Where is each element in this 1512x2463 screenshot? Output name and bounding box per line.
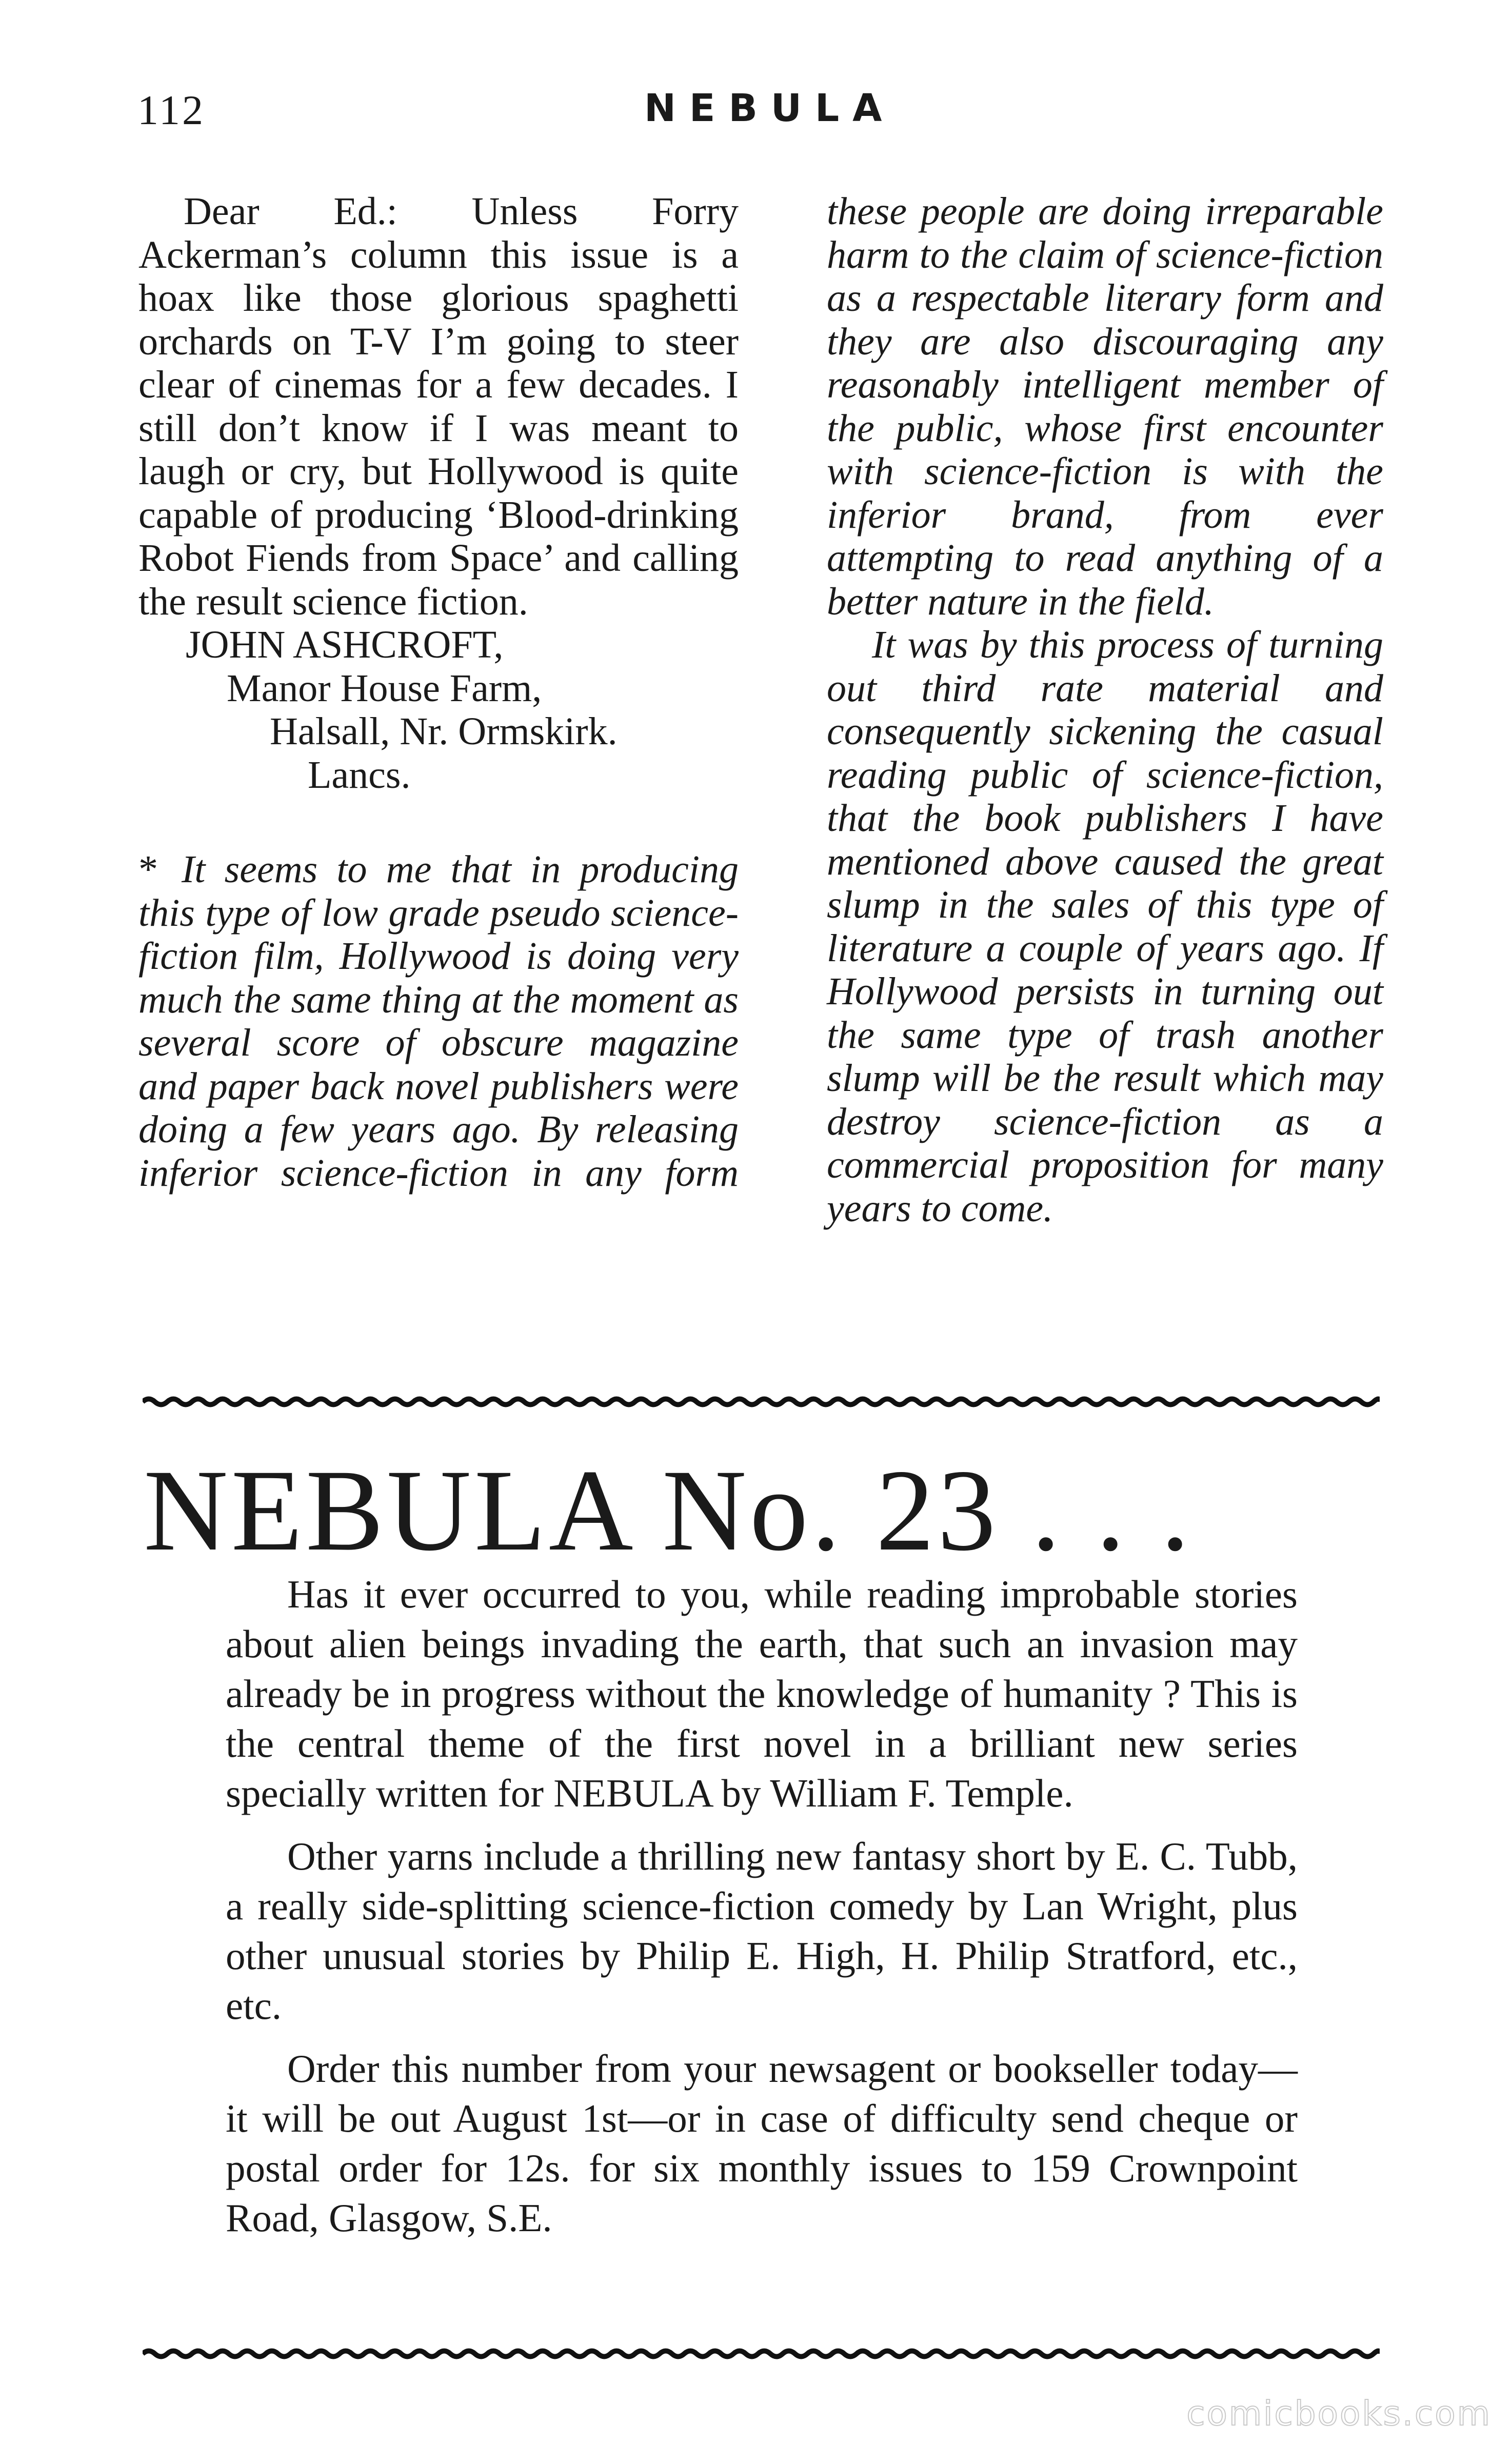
editor-reply-paragraph-2: It was by this process of turning out third rate material and consequently sickening the casual reading public of science-fiction, that the book publishers I have mentioned above caused the great slump in the sales of this type of literature a couple of years ago. If Hollywood persists in turning out the same type of trash another slump will be the result which may destroy science-fiction as a commercial proposition for many years to come. [827, 623, 1383, 1230]
letter-body: Dear Ed.: Unless Forry Ackerman’s column this issue is a hoax like those glorious spaghetti orchards on T-V I’m going to steer clear of cinemas for a few decades. I still don’t know if I was meant to laugh or cry, but Hollywood is quite capable of producing ‘Blood-drinking Robot Fiends from Space’ and calling the result science fiction. [138, 190, 739, 623]
advert-body [226, 1570, 1298, 2256]
advert-paragraph: Has it ever occurred to you, while reading improbable stories about alien beings invading the earth, that such an invasion may already be in progress without the knowledge of humanity ? This is the central theme of the first novel in a brilliant new series specially written for NEBULA by William F. Temple. [226, 1572, 1298, 1815]
wavy-divider [143, 1396, 1380, 1407]
editor-reply-text: It seems to me that in producing this type of low grade pseudo science-fiction film, Hollywood is doing very much the same thing at the moment as several score of obscure magazine and paper back novel publishers were doing a few years ago. By releasing inferior science-fiction in any form [138, 848, 739, 1195]
letter-address-line: Lancs. [308, 753, 411, 797]
letters-column-right [827, 190, 1383, 1230]
advert-paragraph: Other yarns include a thrilling new fantasy short by E. C. Tubb, a really side-splitting science-fiction comedy by Lan Wright, plus other unusual stories by Philip E. High, H. Philip Stratford, etc., etc. [226, 1834, 1298, 2028]
page-number: 112 [137, 87, 205, 133]
advert-title: NEBULA No. 23 . . . [144, 1446, 1193, 1575]
letter-address-line: Halsall, Nr. Ormskirk. [270, 710, 618, 753]
magazine-title: NEBULA [644, 86, 896, 130]
letter-address-line: Manor House Farm, [227, 666, 542, 710]
letters-column-left [138, 190, 739, 1195]
advert-paragraph: Order this number from your newsagent or bookseller today—it will be out August 1st—or in case of difficulty send cheque or postal order for 12s. for six monthly issues to 159 Crownpoint Road, Glasgow, S.E. [226, 2047, 1298, 2240]
editor-reply-paragraph [138, 848, 739, 1195]
editor-reply-marker: * [138, 848, 158, 891]
watermark-text: comicbooks.com [1186, 2394, 1491, 2433]
letter-signature-name: JOHN ASHCROFT, [186, 623, 504, 666]
wavy-divider [143, 2348, 1380, 2359]
editor-reply-continued: these people are doing irreparable harm to the claim of science-fiction as a respectable literary form and they are also discouraging any reasonably intelligent member of the public, whose first encounter with science-fiction is with the inferior brand, from ever attempting to read anything of a better nature in the field. [827, 190, 1383, 623]
